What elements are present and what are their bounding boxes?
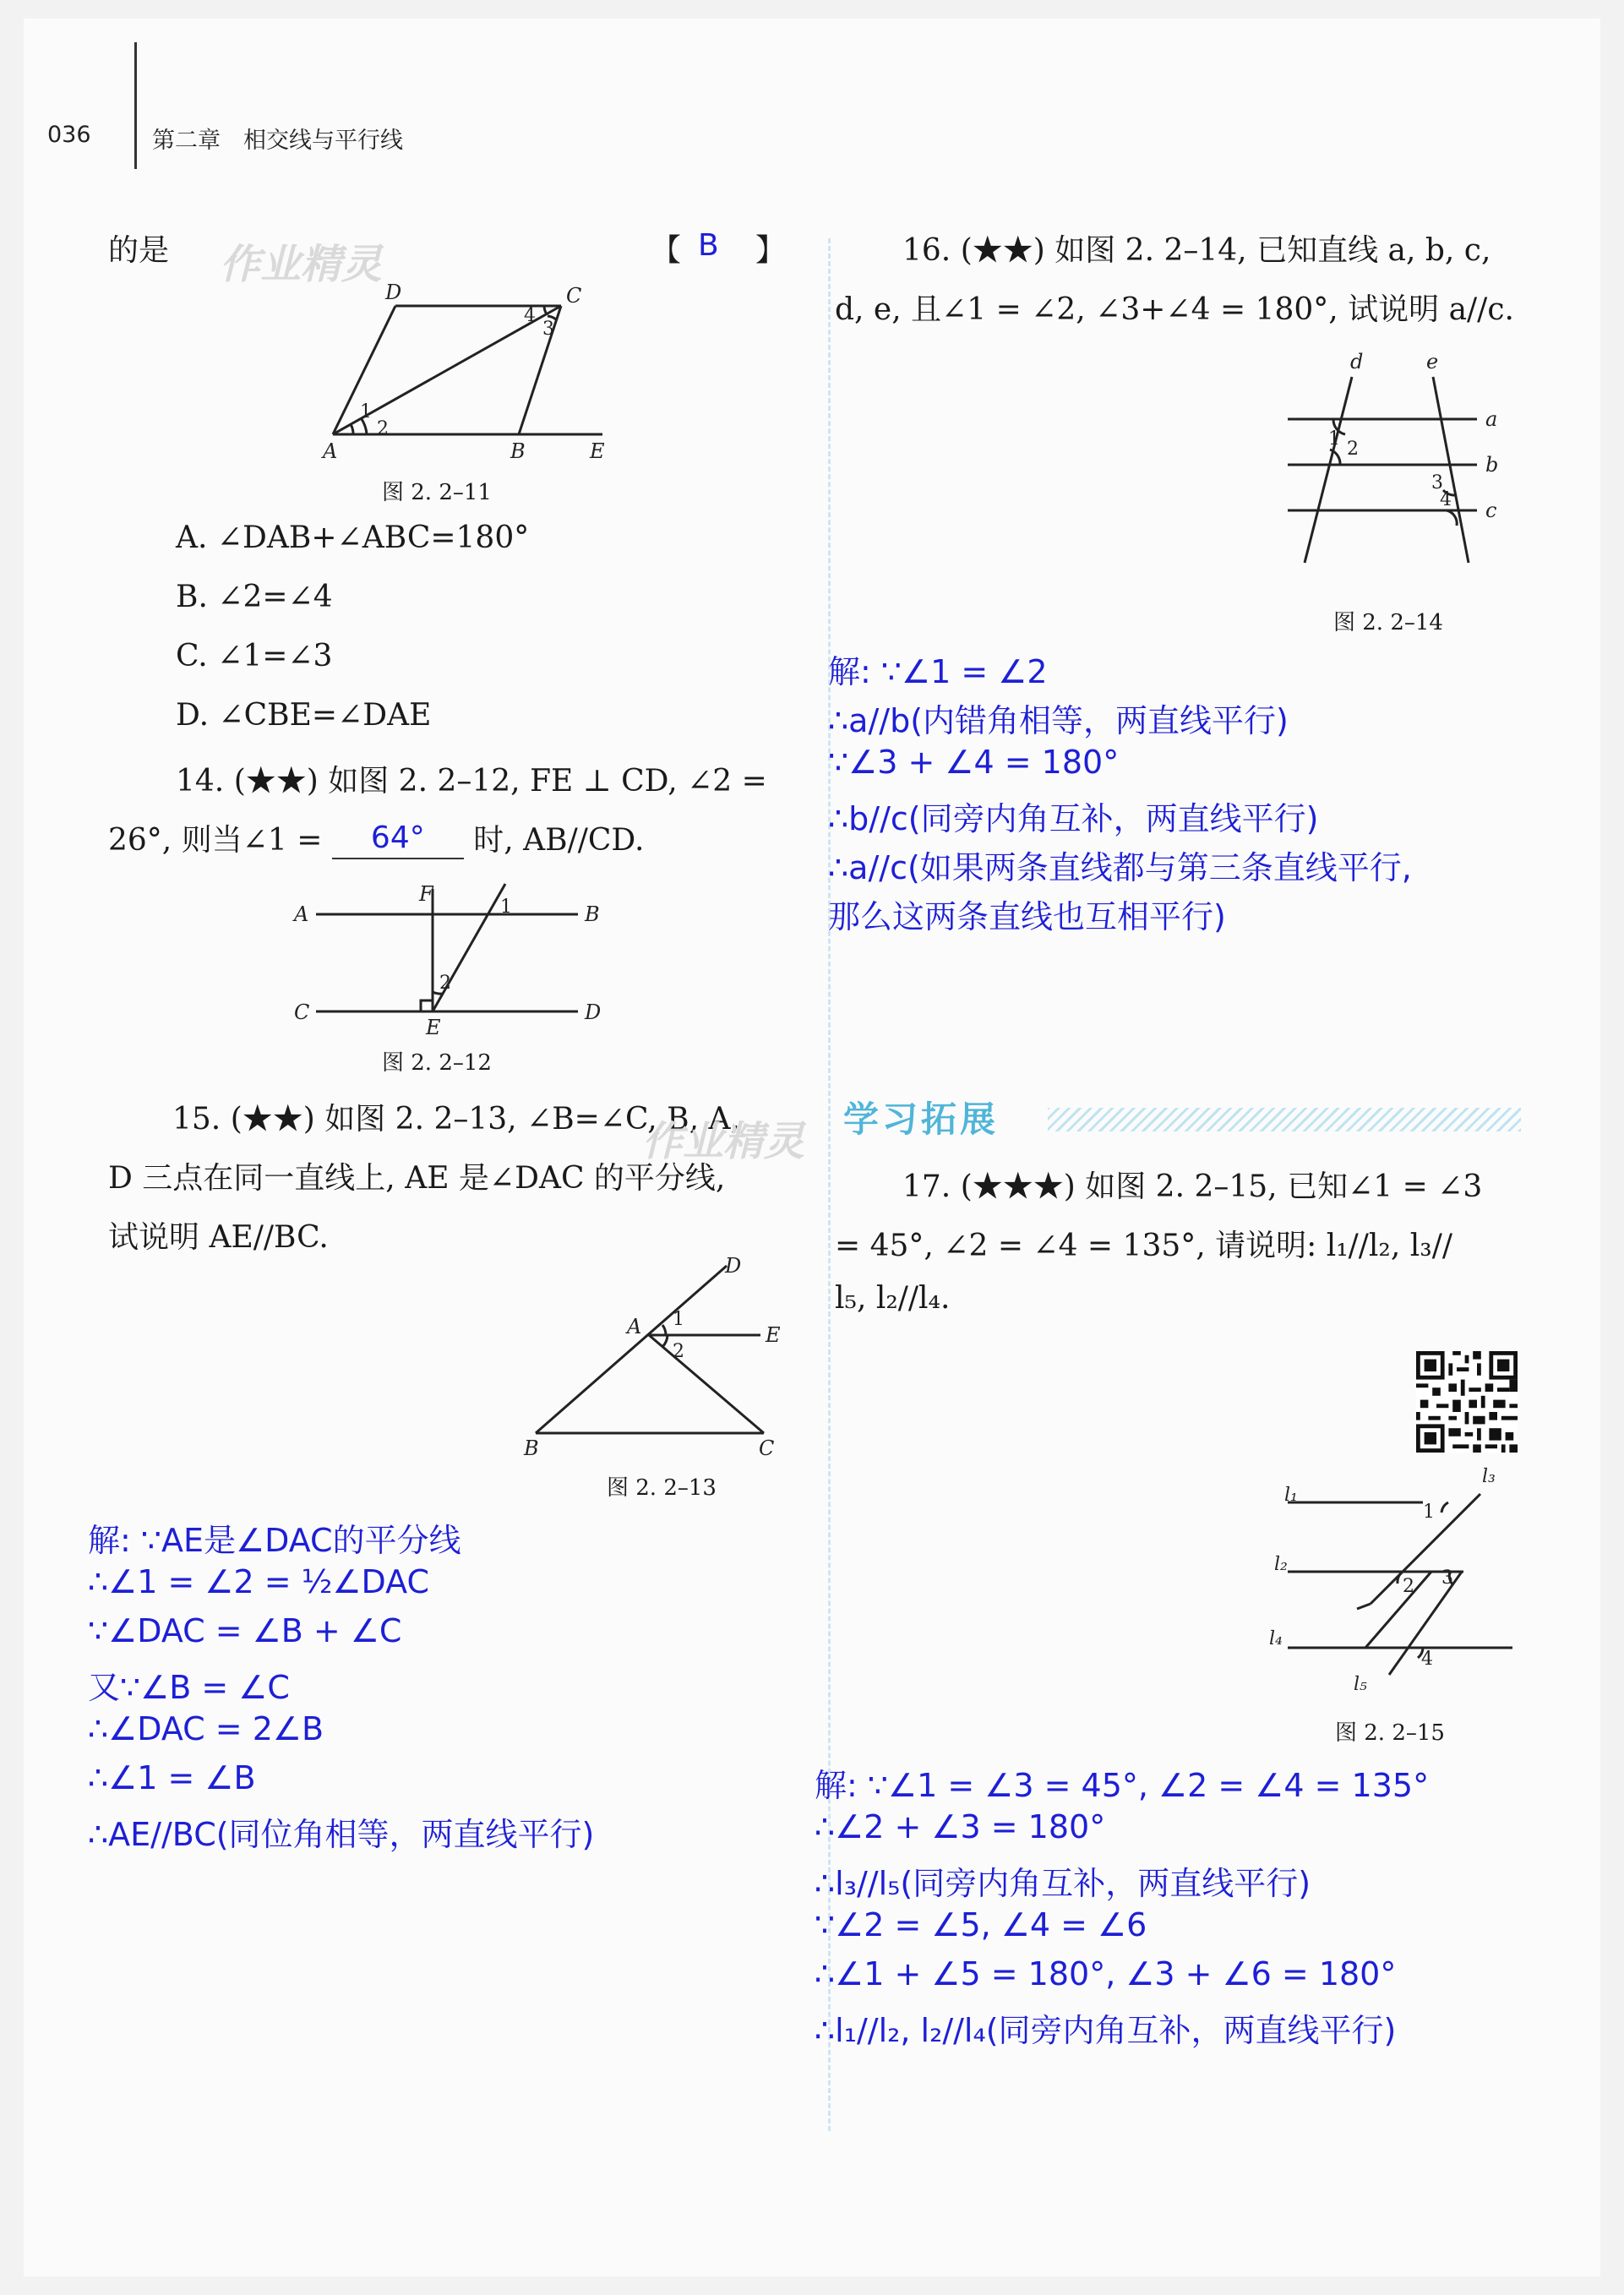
fig14-label-4: 4 [1440, 489, 1452, 510]
q16-solution-line5: ∴a//c(如果两条直线都与第三条直线平行, [828, 849, 1412, 886]
fig13-label-C: C [759, 1436, 775, 1460]
fig14-label-b: b [1485, 453, 1499, 477]
fig15-label-1: 1 [1423, 1502, 1435, 1523]
fig14-label-c: c [1485, 499, 1497, 522]
fig14-label-a: a [1485, 407, 1498, 431]
q14-line2-prefix: 26°, 则当∠1 = [108, 823, 323, 858]
q17-solution-line4: ∵∠2 = ∠5, ∠4 = ∠6 [815, 1906, 1147, 1943]
figure-2-2-13 [514, 1249, 801, 1460]
fig11-label-2: 2 [377, 418, 389, 439]
fig12-label-1: 1 [500, 897, 512, 918]
fig12-label-A: A [294, 902, 309, 926]
q17-solution-line2: ∴∠2 + ∠3 = 180° [815, 1808, 1106, 1845]
q13-bracket-open: 【 [651, 233, 682, 268]
q17-line1: 17. (★★★) 如图 2. 2–15, 已知∠1 = ∠3 [902, 1169, 1483, 1204]
q13-option-d: D. ∠CBE=∠DAE [176, 698, 432, 733]
fig15-label-3: 3 [1441, 1567, 1453, 1589]
figure-2-2-14-caption: 图 2. 2–14 [1333, 610, 1443, 635]
page-number: 036 [47, 122, 91, 148]
watermark: 作业精灵 [220, 241, 383, 288]
fig12-label-B: B [585, 902, 600, 926]
q15-line1: 15. (★★) 如图 2. 2–13, ∠B=∠C, B, A, [172, 1102, 740, 1137]
section-title-hatch [1048, 1108, 1521, 1131]
fig13-label-A: A [627, 1315, 642, 1338]
q17-line2: = 45°, ∠2 = ∠4 = 135°, 请说明: l₁//l₂, l₃// [835, 1229, 1452, 1263]
q16-solution-line3: ∵∠3 + ∠4 = 180° [828, 744, 1120, 781]
fig14-label-e: e [1426, 350, 1439, 373]
q16-solution-line6: 那么这两条直线也互相平行) [828, 898, 1226, 935]
fig15-label-l5: l₅ [1354, 1674, 1367, 1695]
figure-2-2-11 [302, 282, 624, 468]
fig12-label-C: C [294, 1000, 310, 1024]
q13-option-c: C. ∠1=∠3 [176, 639, 333, 673]
chapter-title: 第二章 相交线与平行线 [152, 128, 403, 154]
q17-line3: l₅, l₂//l₄. [835, 1281, 951, 1316]
section-title-learning-extension: 学习拓展 [843, 1098, 1000, 1140]
q15-solution-line2: ∴∠1 = ∠2 = ½∠DAC [88, 1563, 430, 1600]
fig11-label-3: 3 [542, 319, 554, 340]
fig11-label-A: A [323, 439, 338, 463]
figure-2-2-15 [1254, 1457, 1538, 1702]
q15-solution-line6: ∴∠1 = ∠B [88, 1759, 256, 1796]
column-divider [828, 238, 831, 2131]
fig13-label-2: 2 [673, 1341, 684, 1362]
fig11-label-E: E [590, 439, 605, 463]
q13-answer: B [698, 228, 719, 263]
figure-2-2-14 [1278, 340, 1531, 568]
fig15-label-2: 2 [1403, 1576, 1414, 1597]
fig12-label-E: E [426, 1016, 441, 1039]
fig13-label-B: B [524, 1436, 539, 1460]
fig13-label-1: 1 [673, 1309, 684, 1330]
q15-solution-line5: ∴∠DAC = 2∠B [88, 1710, 324, 1747]
q13-bracket-close: 】 [755, 233, 787, 268]
fig14-label-1: 1 [1328, 428, 1340, 450]
q13-option-a: A. ∠DAB+∠ABC=180° [176, 521, 530, 555]
q13-option-b: B. ∠2=∠4 [176, 580, 333, 614]
fig15-label-l2: l₂ [1274, 1554, 1288, 1575]
header-rule [134, 42, 137, 169]
q14-line2-suffix: 时, AB//CD. [473, 823, 645, 858]
fig14-label-d: d [1350, 350, 1364, 373]
q14-line1: 14. (★★) 如图 2. 2–12, FE ⊥ CD, ∠2 = [176, 764, 767, 799]
fig15-label-l4: l₄ [1269, 1628, 1283, 1649]
figure-2-2-11-caption: 图 2. 2–11 [382, 480, 492, 505]
q13-tail: 的是 [108, 233, 170, 268]
q16-solution-line1: 解: ∵∠1 = ∠2 [828, 653, 1048, 690]
fig15-label-4: 4 [1421, 1649, 1433, 1670]
fig11-label-B: B [510, 439, 526, 463]
q15-solution-line3: ∵∠DAC = ∠B + ∠C [88, 1612, 402, 1649]
q17-solution-line5: ∴∠1 + ∠5 = 180°, ∠3 + ∠6 = 180° [815, 1955, 1397, 1992]
fig15-label-l1: l₁ [1284, 1485, 1298, 1506]
q15-line2: D 三点在同一直线上, AE 是∠DAC 的平分线, [108, 1161, 726, 1196]
textbook-page [24, 19, 1600, 2276]
fig11-label-1: 1 [360, 401, 372, 422]
fig12-label-F: F [419, 882, 433, 906]
fig11-label-4: 4 [524, 305, 536, 326]
q15-line3: 试说明 AE//BC. [108, 1220, 329, 1255]
q14-answer: 64° [370, 820, 425, 855]
figure-2-2-13-caption: 图 2. 2–13 [607, 1475, 717, 1501]
q17-solution-line1: 解: ∵∠1 = ∠3 = 45°, ∠2 = ∠4 = 135° [815, 1767, 1430, 1804]
q15-solution-line4: 又∵∠B = ∠C [88, 1669, 290, 1706]
fig15-label-l3: l₃ [1482, 1466, 1496, 1487]
q14-answer-blank [332, 820, 464, 859]
fig12-label-2: 2 [439, 973, 451, 994]
fig14-label-2: 2 [1347, 439, 1359, 460]
qr-code-icon[interactable] [1416, 1351, 1518, 1453]
q15-solution-line1: 解: ∵AE是∠DAC的平分线 [88, 1522, 461, 1559]
q15-solution-line7: ∴AE//BC(同位角相等，两直线平行) [88, 1816, 595, 1853]
q17-solution-line3: ∴l₃//l₅(同旁内角互补，两直线平行) [815, 1865, 1311, 1902]
q17-solution-line6: ∴l₁//l₂, l₂//l₄(同旁内角互补，两直线平行) [815, 2012, 1397, 2049]
q16-line2: d, e, 且∠1 = ∠2, ∠3+∠4 = 180°, 试说明 a//c. [835, 292, 1514, 327]
figure-2-2-15-caption: 图 2. 2–15 [1335, 1720, 1445, 1746]
q16-solution-line4: ∴b//c(同旁内角互补，两直线平行) [828, 800, 1319, 837]
q16-line1: 16. (★★) 如图 2. 2–14, 已知直线 a, b, c, [902, 233, 1491, 268]
fig13-label-D: D [725, 1254, 742, 1278]
q16-solution-line2: ∴a//b(内错角相等，两直线平行) [828, 702, 1289, 739]
fig14-label-3: 3 [1431, 472, 1443, 493]
fig12-label-D: D [585, 1000, 602, 1024]
fig11-label-C: C [566, 284, 582, 308]
q14-line2 [108, 816, 644, 859]
fig13-label-E: E [766, 1323, 781, 1347]
fig11-label-D: D [385, 282, 402, 304]
figure-2-2-12-caption: 图 2. 2–12 [382, 1050, 492, 1076]
watermark-2: 作业精灵 [642, 1118, 805, 1165]
figure-2-2-12 [291, 864, 612, 1041]
